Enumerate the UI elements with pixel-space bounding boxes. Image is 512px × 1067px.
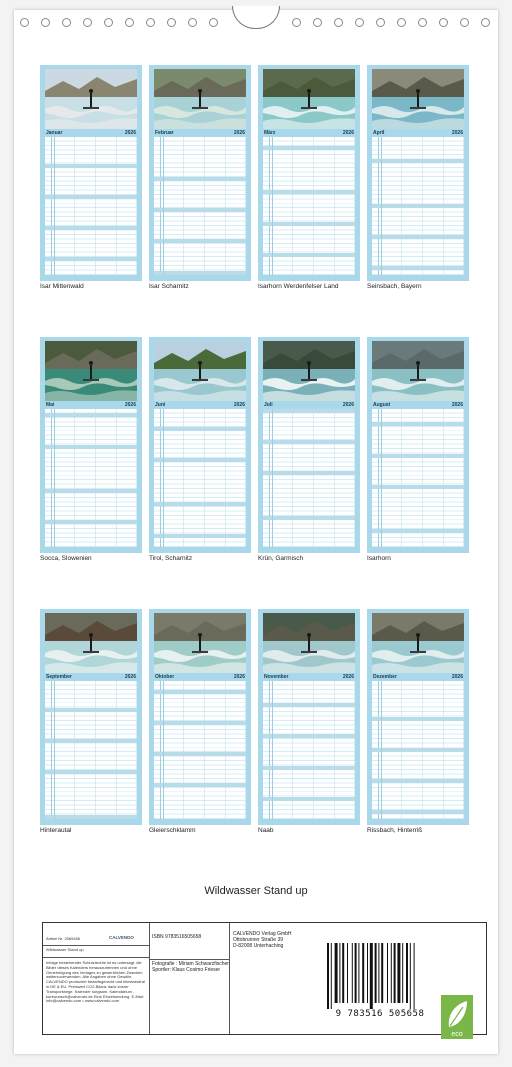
month-year: 2026 (451, 674, 463, 680)
month-caption: Isar Scharnitz (149, 283, 189, 290)
weekend-row (263, 222, 355, 226)
month-header (154, 129, 246, 137)
weekend-row (263, 253, 355, 257)
barcode-bar (339, 943, 340, 1003)
month-year: 2026 (342, 402, 354, 408)
weekend-row (372, 235, 464, 239)
planner-columns (163, 137, 246, 275)
barcode-digits: 9 783516 505658 (335, 1009, 425, 1019)
month-photo (45, 613, 137, 673)
month-panel (40, 65, 142, 290)
weekend-row (154, 271, 246, 275)
month-year: 2026 (124, 402, 136, 408)
month-caption: Naab (258, 827, 274, 834)
weekend-row (372, 810, 464, 814)
barcode-bar (397, 943, 400, 1003)
month-year: 2026 (233, 130, 245, 136)
planner-columns (54, 681, 137, 819)
month-caption: Seinsbach, Bayern (367, 283, 422, 290)
article-number: Artikel Nr. 2569456 (46, 936, 81, 941)
weekend-row (45, 520, 137, 524)
barcode-bar (378, 943, 379, 1003)
month-panel (367, 65, 469, 290)
month-year: 2026 (233, 402, 245, 408)
legal-notice: Infolge bestehender Schutzrechte ist es untersagt, die Bilder dieses Kalenders herauszutrennen und ohne Genehmigung des Verlages zu gewerblichen Zwecken weiterzuverwenden. Alle Angaben ohne Gewähr. CALVENDO produziert bedarfsgerecht und klimaneutral in DE & EU. Preiswert CO2-Bilanz dank kurzer Transportwege. Kalender sorgsam. Kalendarium - kurzwunsch@calvendo.de Eine Einzelsendung. E-Mail: info@calvendo.com • www.calvendo.com (46, 960, 145, 1004)
weekend-row (263, 797, 355, 801)
planner-columns (54, 137, 137, 275)
month-panel (258, 65, 360, 290)
binding-ring (83, 18, 92, 27)
month-panel (367, 337, 469, 562)
weekend-row (372, 422, 464, 426)
weekend-row (45, 226, 137, 230)
month-year: 2026 (124, 674, 136, 680)
month-year: 2026 (451, 402, 463, 408)
binding-ring (355, 18, 364, 27)
month-photo (154, 613, 246, 673)
month-year: 2026 (342, 130, 354, 136)
publisher-street: Ottobrunner Straße 39 (233, 937, 284, 943)
month-name: März (264, 130, 276, 136)
athlete-credit: Sportler: Klaus Cosimo Frieser (152, 967, 221, 973)
month-photo (45, 69, 137, 129)
weekend-row (45, 708, 137, 712)
month-header (263, 673, 355, 681)
month-header (45, 129, 137, 137)
weekend-row (372, 204, 464, 208)
day-rows (263, 137, 355, 275)
month-name: September (46, 674, 72, 680)
planner-columns (381, 409, 464, 547)
weekend-row (263, 146, 355, 150)
month-photo (45, 341, 137, 401)
weekend-row (372, 159, 464, 163)
weekend-row (154, 783, 246, 787)
barcode-bar (347, 943, 348, 1003)
month-year: 2026 (342, 674, 354, 680)
weekend-row (154, 752, 246, 756)
day-rows (263, 409, 355, 547)
calvendo-logo: CALVENDO (109, 935, 134, 940)
weekend-row (372, 529, 464, 533)
barcode-bar (414, 943, 415, 1009)
weekend-row (263, 516, 355, 520)
planner-columns (272, 409, 355, 547)
month-name: November (264, 674, 289, 680)
weekend-row (45, 164, 137, 168)
month-caption: Socca, Slowenien (40, 555, 92, 562)
binding-ring (125, 18, 134, 27)
month-panel (40, 337, 142, 562)
month-panel (258, 337, 360, 562)
barcode-bar (352, 943, 353, 1003)
weekend-row (372, 748, 464, 752)
day-rows (263, 681, 355, 819)
barcode-bar (375, 943, 377, 1003)
weekend-row (154, 458, 246, 462)
weekend-row (45, 815, 137, 819)
day-rows (45, 137, 137, 275)
barcode-bar (370, 943, 373, 1009)
month-photo (263, 341, 355, 401)
month-caption: Hinterautal (40, 827, 72, 834)
eco-leaf-icon (441, 995, 473, 1039)
barcode-bar (391, 943, 392, 1003)
month-name: Mai (46, 402, 55, 408)
barcode-bar (406, 943, 408, 1003)
month-header (372, 673, 464, 681)
month-name: Juni (155, 402, 166, 408)
weekend-row (372, 266, 464, 270)
month-caption: Krün, Garmisch (258, 555, 304, 562)
weekend-row (263, 766, 355, 770)
day-rows (372, 409, 464, 547)
month-name: April (373, 130, 385, 136)
barcode-bar (355, 943, 357, 1003)
weekend-row (154, 721, 246, 725)
month-caption: Isarhorn (367, 555, 391, 562)
month-photo (263, 613, 355, 673)
eco-label: eco (451, 1031, 463, 1038)
barcode (325, 943, 435, 1009)
weekend-row (263, 440, 355, 444)
month-panel (258, 609, 360, 834)
day-rows (372, 137, 464, 275)
weekend-row (45, 739, 137, 743)
month-header (45, 401, 137, 409)
month-caption: Isar Mittenwald (40, 283, 84, 290)
barcode-bar (331, 943, 332, 1009)
binding-ring (481, 18, 490, 27)
month-header (154, 673, 246, 681)
weekend-row (154, 177, 246, 181)
info-column-left (43, 923, 150, 1034)
month-header (263, 401, 355, 409)
barcode-bar (394, 943, 396, 1003)
weekend-row (372, 454, 464, 458)
month-panel (40, 609, 142, 834)
weekend-row (45, 770, 137, 774)
weekend-row (45, 195, 137, 199)
month-caption: Gleierschklamm (149, 827, 196, 834)
month-header (263, 129, 355, 137)
month-photo (372, 69, 464, 129)
barcode-bar (387, 943, 388, 1003)
month-year: 2026 (451, 130, 463, 136)
day-rows (154, 137, 246, 275)
barcode-bar (342, 943, 344, 1003)
binding-ring (376, 18, 385, 27)
binding-ring (62, 18, 71, 27)
month-photo (154, 69, 246, 129)
weekend-row (45, 445, 137, 449)
month-name: Januar (46, 130, 63, 136)
binding-ring (292, 18, 301, 27)
binding-ring (460, 18, 469, 27)
month-photo (263, 69, 355, 129)
month-caption: Isarhorn Werdenfelser Land (258, 283, 339, 290)
binding-ring (209, 18, 218, 27)
month-caption: Tirol, Scharnitz (149, 555, 193, 562)
weekend-row (154, 208, 246, 212)
binding-ring (104, 18, 113, 27)
month-name: Oktober (155, 674, 175, 680)
isbn-text: ISBN 9783516505658 (152, 934, 202, 940)
month-name: Dezember (373, 674, 397, 680)
barcode-bar (362, 943, 364, 1003)
calendar-sheet (14, 10, 498, 1054)
binding-ring (439, 18, 448, 27)
weekend-row (154, 534, 246, 538)
day-rows (45, 681, 137, 819)
weekend-row (263, 703, 355, 707)
month-header (372, 129, 464, 137)
subtitle-small: Wildwasser Stand up (46, 947, 84, 952)
month-panel (149, 65, 251, 290)
calendar-title: Wildwasser Stand up (204, 885, 308, 897)
barcode-bar (327, 943, 329, 1009)
weekend-row (372, 717, 464, 721)
month-photo (372, 613, 464, 673)
day-rows (45, 409, 137, 547)
weekend-row (263, 471, 355, 475)
barcode-bar (367, 943, 368, 1003)
planner-columns (54, 409, 137, 547)
binding-ring (397, 18, 406, 27)
barcode-bar (335, 943, 338, 1003)
info-column-middle (149, 923, 230, 1034)
weekend-row (372, 779, 464, 783)
month-year: 2026 (233, 674, 245, 680)
planner-columns (163, 681, 246, 819)
month-header (45, 673, 137, 681)
binding-ring (334, 18, 343, 27)
month-name: Februar (155, 130, 174, 136)
publisher-city: D-82008 Unterhaching (233, 943, 284, 949)
barcode-bar (402, 943, 403, 1003)
month-photo (154, 341, 246, 401)
weekend-row (263, 734, 355, 738)
binding-ring (418, 18, 427, 27)
binding-ring (41, 18, 50, 27)
day-rows (154, 681, 246, 819)
weekend-row (263, 409, 355, 413)
barcode-bar (410, 943, 411, 1009)
day-rows (372, 681, 464, 819)
binding-ring (188, 18, 197, 27)
publisher-name: CALVENDO Verlag GmbH (233, 931, 292, 937)
binding-ring (20, 18, 29, 27)
binding-ring (313, 18, 322, 27)
month-name: Juli (264, 402, 273, 408)
weekend-row (45, 257, 137, 261)
weekend-row (45, 413, 137, 417)
barcode-bar (358, 943, 359, 1003)
weekend-row (154, 239, 246, 243)
day-rows (154, 409, 246, 547)
weekend-row (372, 485, 464, 489)
month-panel (149, 609, 251, 834)
month-year: 2026 (124, 130, 136, 136)
weekend-row (154, 427, 246, 431)
month-header (372, 401, 464, 409)
photo-credit: Fotografie : Miriam Schwarzfischer (152, 961, 229, 967)
month-photo (372, 341, 464, 401)
weekend-row (45, 489, 137, 493)
month-panel (149, 337, 251, 562)
month-header (154, 401, 246, 409)
month-panel (367, 609, 469, 834)
back-info-box (42, 922, 487, 1038)
weekend-row (263, 190, 355, 194)
month-caption: Rissbach, Hinterriß (367, 827, 423, 834)
weekend-row (154, 690, 246, 694)
binding-ring (146, 18, 155, 27)
month-name: August (373, 402, 391, 408)
binding-ring (167, 18, 176, 27)
barcode-bar (381, 943, 383, 1003)
weekend-row (154, 502, 246, 506)
